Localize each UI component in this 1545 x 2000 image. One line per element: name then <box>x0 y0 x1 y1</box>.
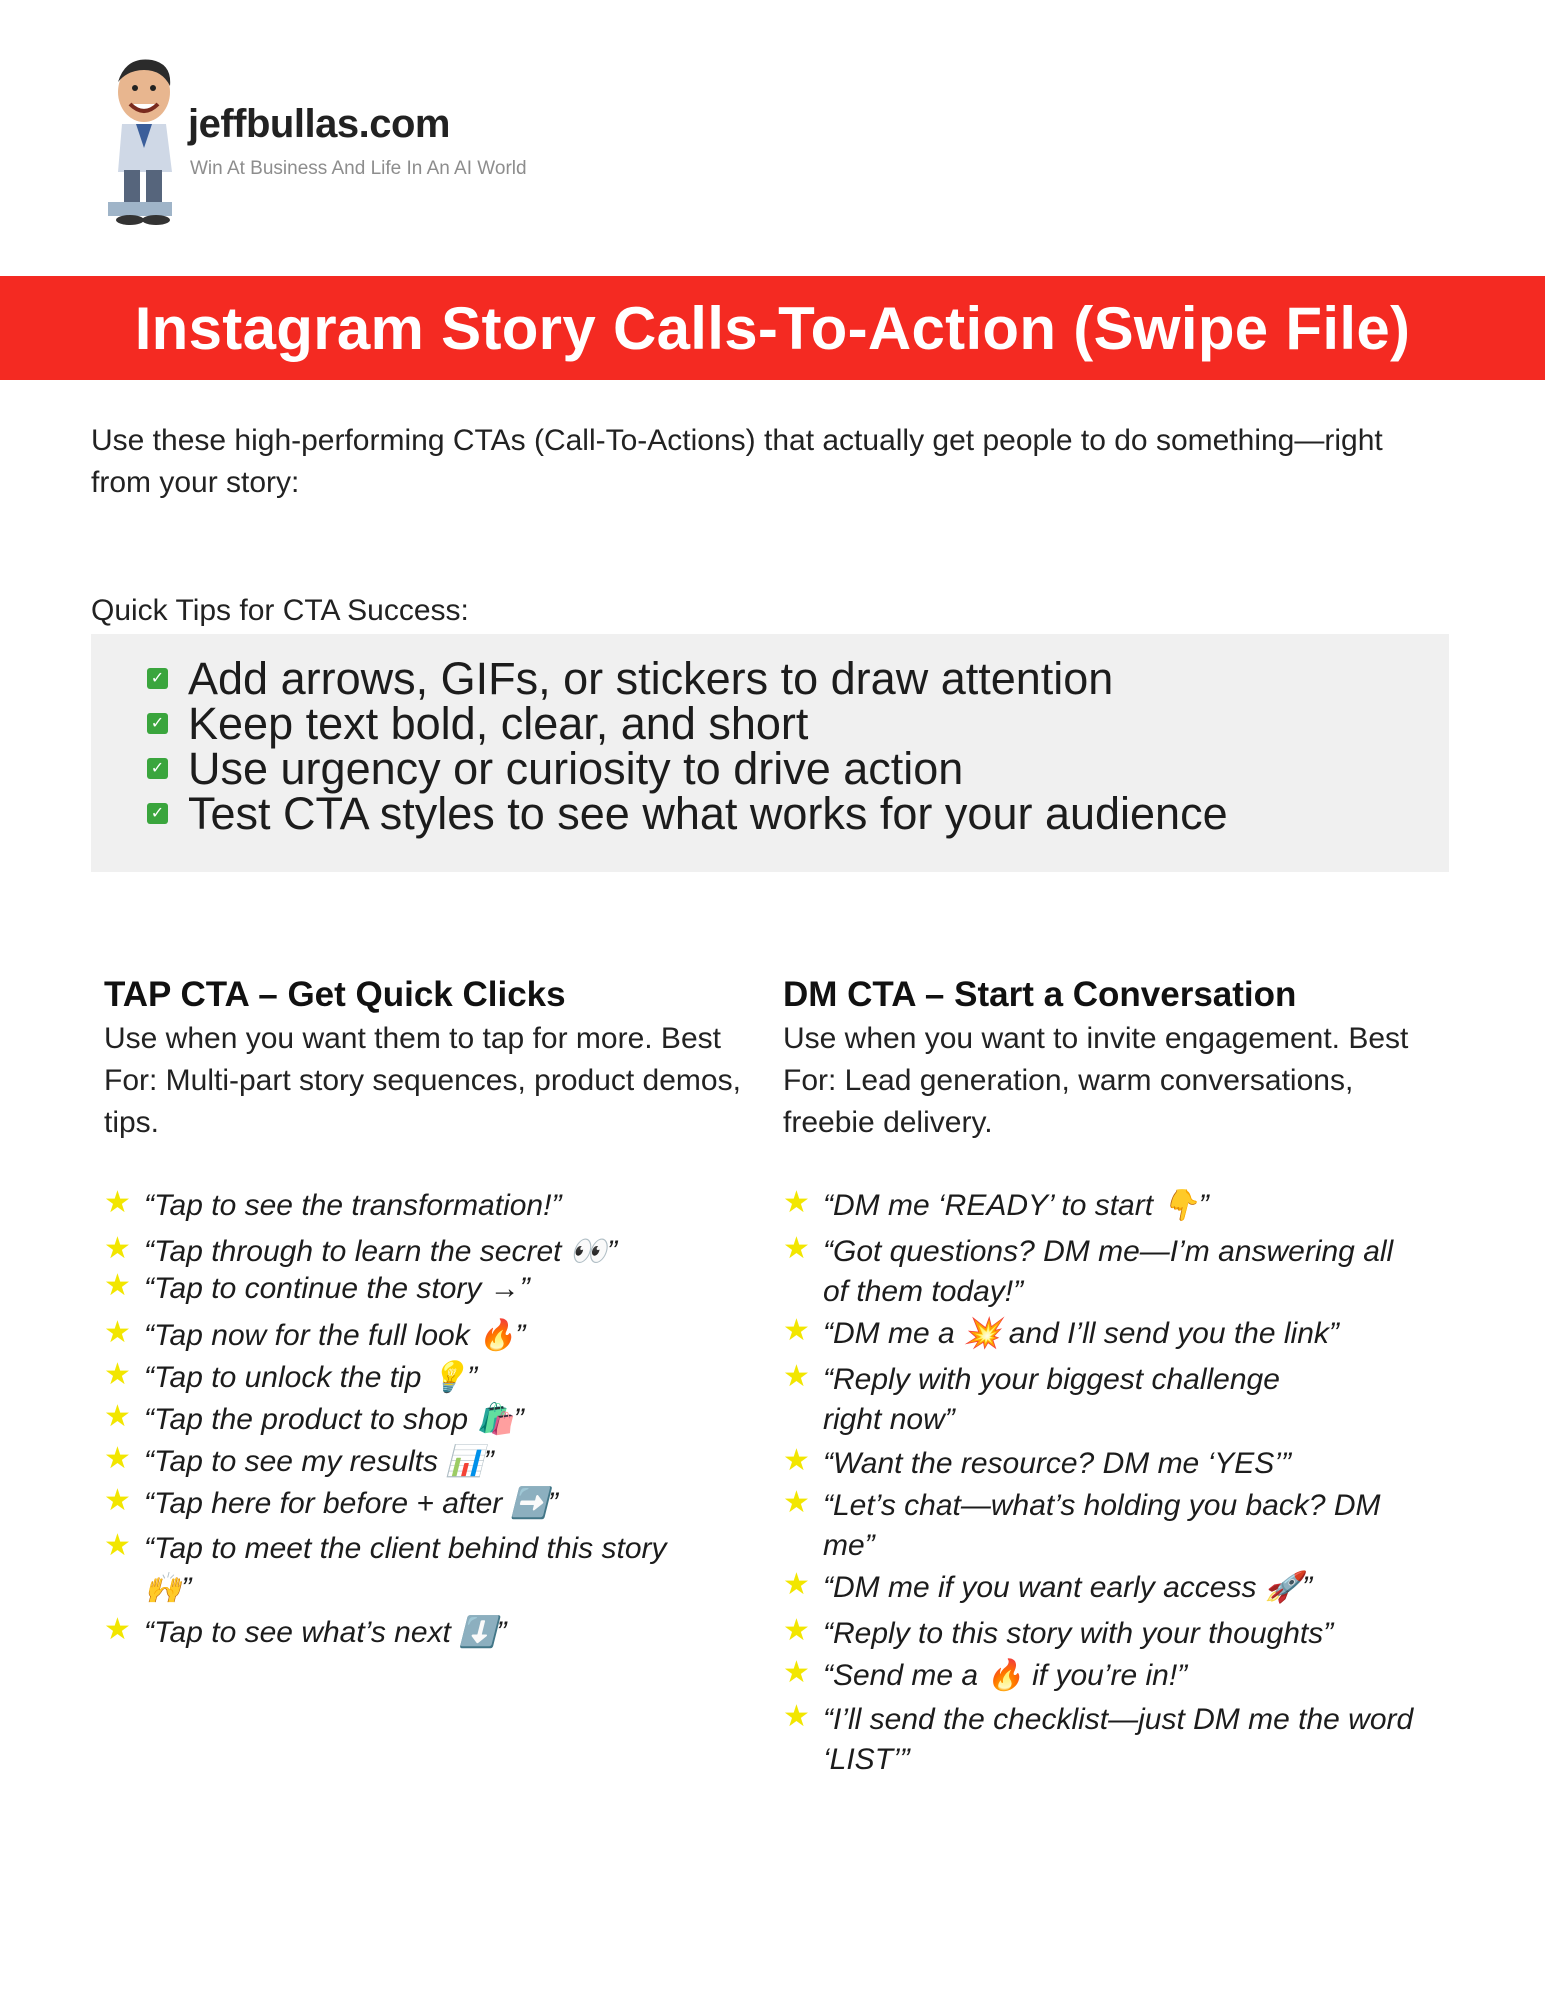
checkbox-checked-icon: ✓ <box>147 668 168 689</box>
tip-text: Add arrows, GIFs, or stickers to draw attention <box>188 652 1114 704</box>
dm-cta-item: ★ “Want the resource? DM me ‘YES’” <box>783 1444 1291 1484</box>
dm-cta-item: ★ “Send me a 🔥 if you’re in!” <box>783 1656 1187 1696</box>
star-icon: ★ <box>104 1269 131 1302</box>
tips-box <box>91 634 1449 872</box>
tip-item <box>147 742 1449 794</box>
dm-cta-item: ★ “Let’s chat—what’s holding you back? DM me” <box>783 1486 1393 1566</box>
tap-cta-item: ★ “Tap the product to shop 🛍️” <box>104 1400 524 1440</box>
site-name: jeffbullas.com <box>188 102 450 146</box>
caricature-image <box>96 52 186 232</box>
star-icon: ★ <box>104 1232 131 1265</box>
dm-cta-item: ★ “I’ll send the checklist—just DM me the word ‘LIST’” <box>783 1700 1423 1780</box>
dm-cta-item: ★ “DM me if you want early access 🚀” <box>783 1568 1312 1608</box>
tap-cta-item: ★ “Tap through to learn the secret 👀” <box>104 1232 617 1272</box>
star-icon: ★ <box>783 1314 810 1347</box>
tap-cta-item: ★ “Tap to see my results 📊” <box>104 1442 494 1482</box>
checkbox-checked-icon: ✓ <box>147 713 168 734</box>
page-title: Instagram Story Calls-To-Action (Swipe File) <box>134 294 1411 362</box>
star-icon: ★ <box>104 1400 131 1433</box>
tip-text: Use urgency or curiosity to drive action <box>188 742 964 794</box>
tap-cta-description: Use when you want them to tap for more. Best For: Multi-part story sequences, product demos, tips. <box>104 1022 741 1139</box>
star-icon: ★ <box>783 1444 810 1477</box>
tip-text: Test CTA styles to see what works for your audience <box>188 787 1228 839</box>
tap-cta-item: ★ “Tap to see what’s next ⬇️” <box>104 1613 507 1653</box>
star-icon: ★ <box>104 1358 131 1391</box>
tap-cta-item: ★ “Tap here for before + after ➡️” <box>104 1484 558 1524</box>
dm-cta-description: Use when you want to invite engagement. Best For: Lead generation, warm conversations, freebie delivery. <box>783 1022 1409 1139</box>
star-icon: ★ <box>783 1186 810 1219</box>
tap-cta-item: ★ “Tap to continue the story →” <box>104 1269 530 1309</box>
star-icon: ★ <box>783 1232 810 1265</box>
star-icon: ★ <box>783 1486 810 1519</box>
tip-item <box>147 697 1449 749</box>
site-tagline: Win At Business And Life In An AI World <box>190 158 527 179</box>
tips-heading: Quick Tips for CTA Success: <box>91 594 469 627</box>
star-icon: ★ <box>104 1186 131 1219</box>
dm-cta-section <box>783 972 1443 1776</box>
tap-cta-item: ★ “Tap to meet the client behind this story 🙌” <box>104 1529 674 1609</box>
star-icon: ★ <box>104 1613 131 1646</box>
tap-cta-item: ★ “Tap to see the transformation!” <box>104 1186 561 1226</box>
star-icon: ★ <box>783 1700 810 1733</box>
tap-cta-title: TAP CTA – Get Quick Clicks <box>104 975 566 1014</box>
star-icon: ★ <box>104 1529 131 1562</box>
intro-paragraph: Use these high-performing CTAs (Call-To-Actions) that actually get people to do something—right from your story: <box>91 424 1383 499</box>
star-icon: ★ <box>104 1316 131 1349</box>
dm-cta-title: DM CTA – Start a Conversation <box>783 975 1297 1014</box>
tap-cta-item: ★ “Tap to unlock the tip 💡” <box>104 1358 477 1398</box>
star-icon: ★ <box>104 1442 131 1475</box>
dm-cta-item: ★ “Reply with your biggest challenge right now” <box>783 1360 1343 1440</box>
dm-cta-item: ★ “Got questions? DM me—I’m answering all of them today!” <box>783 1232 1423 1312</box>
tip-text: Keep text bold, clear, and short <box>188 697 809 749</box>
tip-item <box>147 652 1449 704</box>
dm-cta-item: ★ “DM me a 💥 and I’ll send you the link” <box>783 1314 1339 1354</box>
dm-cta-item: ★ “Reply to this story with your thoughts” <box>783 1614 1333 1654</box>
title-banner <box>0 276 1545 380</box>
dm-cta-item: ★ “DM me ‘READY’ to start 👇” <box>783 1186 1209 1226</box>
checkbox-checked-icon: ✓ <box>147 803 168 824</box>
tap-cta-item: ★ “Tap now for the full look 🔥” <box>104 1316 525 1356</box>
tip-item <box>147 787 1449 839</box>
star-icon: ★ <box>783 1656 810 1689</box>
site-logo[interactable] <box>96 52 576 232</box>
tap-cta-section <box>104 972 764 1649</box>
star-icon: ★ <box>783 1568 810 1601</box>
star-icon: ★ <box>104 1484 131 1517</box>
star-icon: ★ <box>783 1360 810 1393</box>
star-icon: ★ <box>783 1614 810 1647</box>
checkbox-checked-icon: ✓ <box>147 758 168 779</box>
